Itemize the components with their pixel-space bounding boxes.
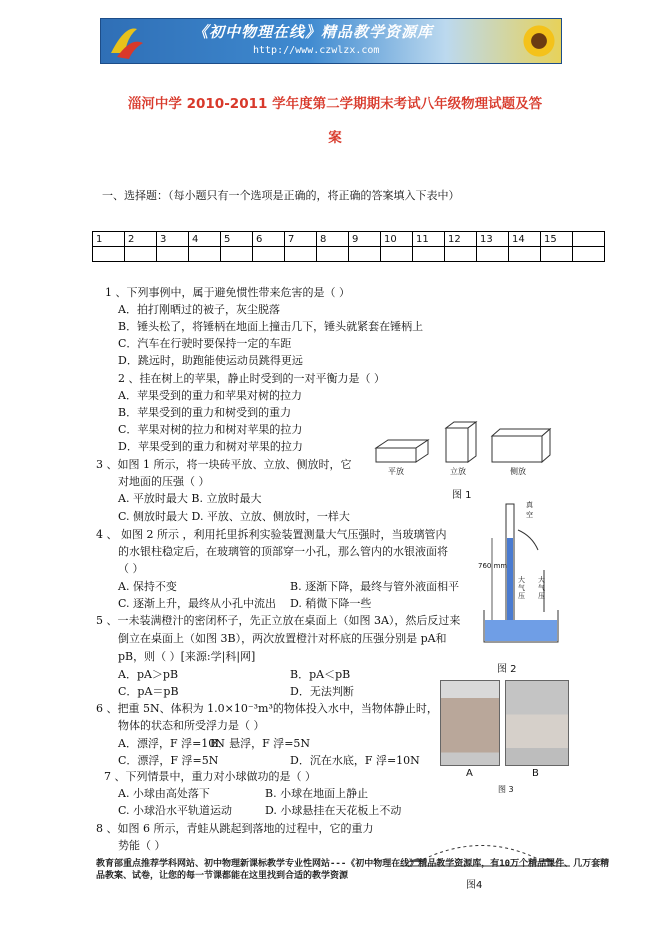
option-line: A. 小球由高处落下 bbox=[118, 787, 210, 800]
brick-flat-label: 平放 bbox=[388, 467, 404, 476]
answer-cell[interactable] bbox=[125, 247, 157, 262]
option-line: D．沉在水底，F 浮=10N bbox=[290, 754, 420, 767]
brick-side-label: 侧放 bbox=[510, 467, 526, 476]
answer-cell[interactable] bbox=[253, 247, 285, 262]
option-line: A. 保持不变 bbox=[118, 580, 177, 593]
option-line: B．悬浮，F 浮=5N bbox=[210, 737, 311, 750]
question-4-blank: （ ） bbox=[118, 562, 144, 575]
question-6-continued: 物体的状态和所受浮力是（ ） bbox=[118, 719, 265, 732]
answer-cell[interactable] bbox=[573, 247, 605, 262]
answer-number: 3 bbox=[157, 232, 189, 247]
answer-cell[interactable] bbox=[477, 247, 509, 262]
option-line: A．漂浮，F 浮=10N bbox=[118, 737, 225, 750]
option-line: B. 逐渐下降，最终与管外液面相平 bbox=[290, 580, 460, 593]
option-line: A. 平放时最大 B. 立放时最大 bbox=[118, 492, 262, 505]
option-line: D．苹果受到的重力和树对苹果的拉力 bbox=[118, 440, 303, 453]
question-5: 5 、一未装满橙汁的密闭杯子，先正立放在桌面上（如图 3A），然后反过来 bbox=[96, 614, 461, 627]
option-line: D. 小球悬挂在天花板上不动 bbox=[265, 804, 402, 817]
answer-number bbox=[573, 232, 605, 247]
answer-cell[interactable] bbox=[349, 247, 381, 262]
question-8: 8 、如图 6 所示，青蛙从跳起到落地的过程中，它的重力 bbox=[96, 822, 374, 835]
figure-3-caption: 图 3 bbox=[498, 785, 514, 794]
answer-number: 13 bbox=[477, 232, 509, 247]
option-line: C. 逐渐上升，最终从小孔中流出 bbox=[118, 597, 277, 610]
option-line: C．漂浮，F 浮=5N bbox=[118, 754, 219, 767]
section-heading: 一、选择题：（每小题只有一个选项是正确的，将正确的答案填入下表中） bbox=[102, 189, 460, 202]
answer-cell[interactable] bbox=[189, 247, 221, 262]
header-banner bbox=[100, 18, 562, 64]
height-label: 760 mm bbox=[478, 562, 508, 570]
answer-number: 7 bbox=[285, 232, 317, 247]
question-2: 2 、挂在树上的苹果，静止时受到的一对平衡力是（ ） bbox=[118, 372, 385, 385]
option-line: C．苹果对树的拉力和树对苹果的拉力 bbox=[118, 423, 303, 436]
footer-note: 教育部重点推荐学科网站、初中物理新课标教学专业性网站---《初中物理在线》精品教学资源库，有10万个精品课件、几万套精品教案、试卷，让您的每一节课都能在这里找到合适的教学资源 bbox=[96, 859, 610, 881]
answer-number: 14 bbox=[509, 232, 541, 247]
answer-cell[interactable] bbox=[381, 247, 413, 262]
question-7: 7 、下列情景中，重力对小球做功的是（ ） bbox=[104, 770, 316, 783]
option-line: A．苹果受到的重力和苹果对树的拉力 bbox=[118, 389, 302, 402]
question-5-continued: 倒立在桌面上（如图 3B），两次放置橙汁对杯底的压强分别是 pA和 bbox=[118, 632, 447, 645]
answer-cell[interactable] bbox=[221, 247, 253, 262]
answer-cell[interactable] bbox=[445, 247, 477, 262]
question-3: 3 、如图 1 所示，将一块砖平放、立放、侧放时，它 bbox=[96, 458, 352, 471]
figure-3b-caption: B bbox=[532, 768, 539, 779]
cup-upright-photo bbox=[440, 680, 500, 766]
answer-cell[interactable] bbox=[93, 247, 125, 262]
answer-number: 11 bbox=[413, 232, 445, 247]
answer-number: 15 bbox=[541, 232, 573, 247]
answer-number: 2 bbox=[125, 232, 157, 247]
sunflower-icon bbox=[521, 23, 557, 59]
brick-upright bbox=[446, 422, 476, 462]
option-line: B．锤头松了，将锤柄在地面上撞击几下，锤头就紧套在锤柄上 bbox=[118, 320, 424, 333]
option-line: B．pA＜pB bbox=[290, 668, 351, 681]
option-line: A．pA＞pB bbox=[118, 668, 179, 681]
option-line: C．pA＝pB bbox=[118, 685, 179, 698]
banner-title: 《初中物理在线》精品教学资源库 bbox=[193, 23, 434, 41]
question-4-continued: 的水银柱稳定后，在玻璃管的顶部穿一小孔，那么管内的水银液面将 bbox=[118, 545, 448, 558]
answer-cell[interactable] bbox=[285, 247, 317, 262]
torricelli-figure bbox=[478, 500, 568, 650]
page-title: 淄河中学 2010-2011 学年度第二学期期末考试八年级物理试题及答 bbox=[127, 96, 543, 112]
pressure-label-right: 大气压 bbox=[538, 576, 545, 600]
question-4: 4 、 如图 2 所示 ，利用托里拆利实验装置测量大气压强时，当玻璃管内 bbox=[96, 528, 447, 541]
option-line: C. 侧放时最大 D. 平放、立放、侧放时，一样大 bbox=[118, 510, 350, 523]
option-line: D．无法判断 bbox=[290, 685, 354, 698]
brick-side bbox=[492, 429, 550, 462]
answer-number: 8 bbox=[317, 232, 349, 247]
answer-number: 1 bbox=[93, 232, 125, 247]
vacuum-label: 真空 bbox=[526, 501, 533, 519]
answer-table-answer-row bbox=[93, 247, 605, 262]
option-line: D．跳远时，助跑能使运动员跳得更远 bbox=[118, 354, 303, 367]
answer-cell[interactable] bbox=[509, 247, 541, 262]
question-1: 1 、下列事例中，属于避免惯性带来危害的是（ ） bbox=[105, 286, 350, 299]
answer-number: 4 bbox=[189, 232, 221, 247]
option-line: C. 小球沿水平轨道运动 bbox=[118, 804, 233, 817]
option-line: B. 小球在地面上静止 bbox=[265, 787, 369, 800]
answer-cell[interactable] bbox=[317, 247, 349, 262]
pressure-label-left: 大气压 bbox=[518, 576, 525, 600]
question-5-continued: pB，则（ ）[来源:学|科|网] bbox=[118, 650, 256, 663]
answer-number: 9 bbox=[349, 232, 381, 247]
figure-2-caption: 图 2 bbox=[497, 664, 517, 675]
answer-cell[interactable] bbox=[541, 247, 573, 262]
answer-number: 10 bbox=[381, 232, 413, 247]
answer-table-header-row bbox=[93, 232, 605, 247]
question-6: 6 、把重 5N、体积为 1.0×10⁻³m³的物体投入水中，当物体静止时， bbox=[96, 702, 438, 715]
option-line: B．苹果受到的重力和树受到的重力 bbox=[118, 406, 292, 419]
brick-flat bbox=[376, 440, 428, 462]
question-3-continued: 对地面的压强（ ） bbox=[118, 475, 210, 488]
option-line: A．拍打刚晒过的被子，灰尘脱落 bbox=[118, 303, 280, 316]
cup-inverted-photo bbox=[505, 680, 569, 766]
page-title-continued: 案 bbox=[328, 130, 342, 146]
figure-3a-caption: A bbox=[466, 768, 473, 779]
figure-1-caption: 图 1 bbox=[452, 490, 472, 501]
banner-url[interactable]: http://www.czwlzx.com bbox=[253, 45, 380, 56]
answer-number: 5 bbox=[221, 232, 253, 247]
answer-number: 12 bbox=[445, 232, 477, 247]
answer-number: 6 bbox=[253, 232, 285, 247]
answer-cell[interactable] bbox=[413, 247, 445, 262]
logo-icon bbox=[107, 23, 147, 61]
answer-table bbox=[92, 231, 605, 262]
answer-cell[interactable] bbox=[157, 247, 189, 262]
option-line: C．汽车在行驶时要保持一定的车距 bbox=[118, 337, 292, 350]
question-8-continued: 势能（ ） bbox=[118, 839, 166, 852]
option-line: D. 稍微下降一些 bbox=[290, 597, 372, 610]
brick-figure bbox=[372, 418, 557, 470]
brick-upright-label: 立放 bbox=[450, 467, 466, 476]
figure-4-caption: 图4 bbox=[466, 880, 483, 891]
